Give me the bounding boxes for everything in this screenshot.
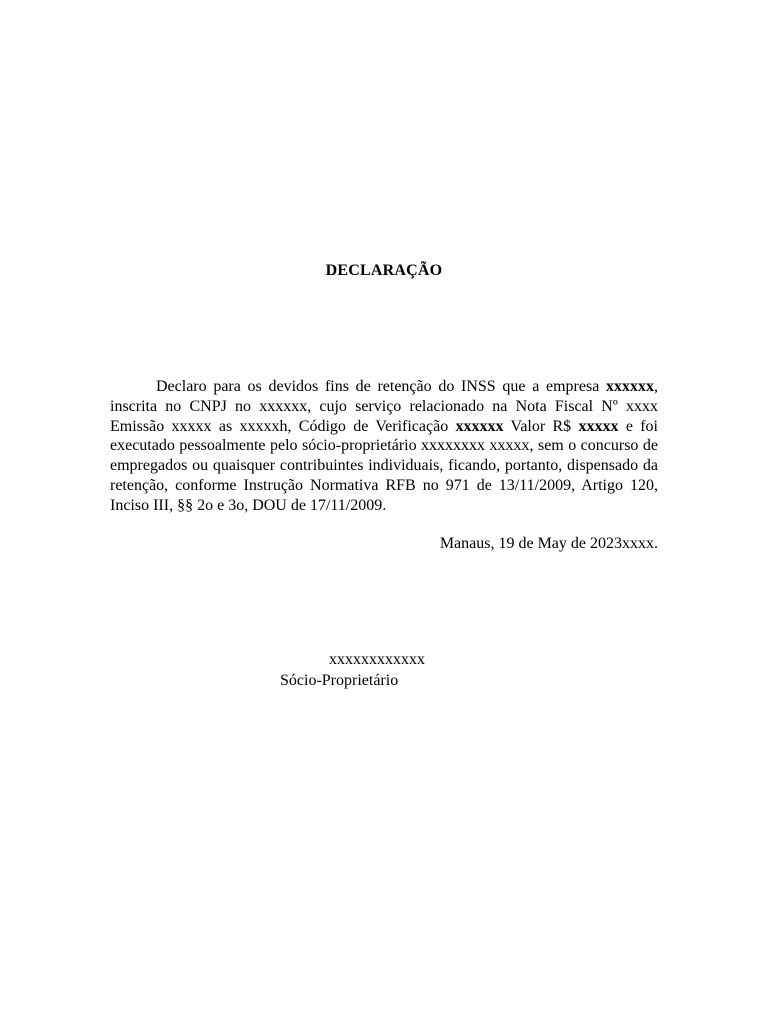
signature-name: xxxxxxxxxxxx bbox=[329, 651, 425, 668]
declaration-body bbox=[110, 377, 658, 516]
body-text-part-1: Declaro para os devidos fins de retenção do INSS que a empresa bbox=[156, 378, 606, 395]
body-text-part-2: , inscrita no CNPJ no xxxxxx, cujo serviço relacionado na Nota Fiscal Nº xxxx Emissão xxxxx as xxxxxh, Código de Verificação bbox=[110, 378, 658, 435]
body-text-part-4: e foi executado pessoalmente pelo sócio-proprietário xxxxxxxx xxxxx, sem o concurso de empregados ou quaisquer contribuintes individuais, ficando, portanto, dispensado da retenção, conforme Instrução Normativa RFB no 971 de 13/11/2009, Artigo 120, Inciso III, §§ 2o e 3o, DOU de 17/11/2009. bbox=[110, 417, 659, 514]
document-title: DECLARAÇÃO bbox=[325, 262, 443, 279]
invoice-value: xxxxx bbox=[578, 417, 619, 435]
date-line: Manaus, 19 de May de 2023xxxx. bbox=[439, 535, 658, 552]
company-name: xxxxxx bbox=[606, 378, 654, 395]
signature-role: Sócio-Proprietário bbox=[280, 672, 399, 689]
verification-code: xxxxxx bbox=[455, 417, 504, 435]
body-text-part-3: Valor R$ bbox=[503, 417, 579, 435]
